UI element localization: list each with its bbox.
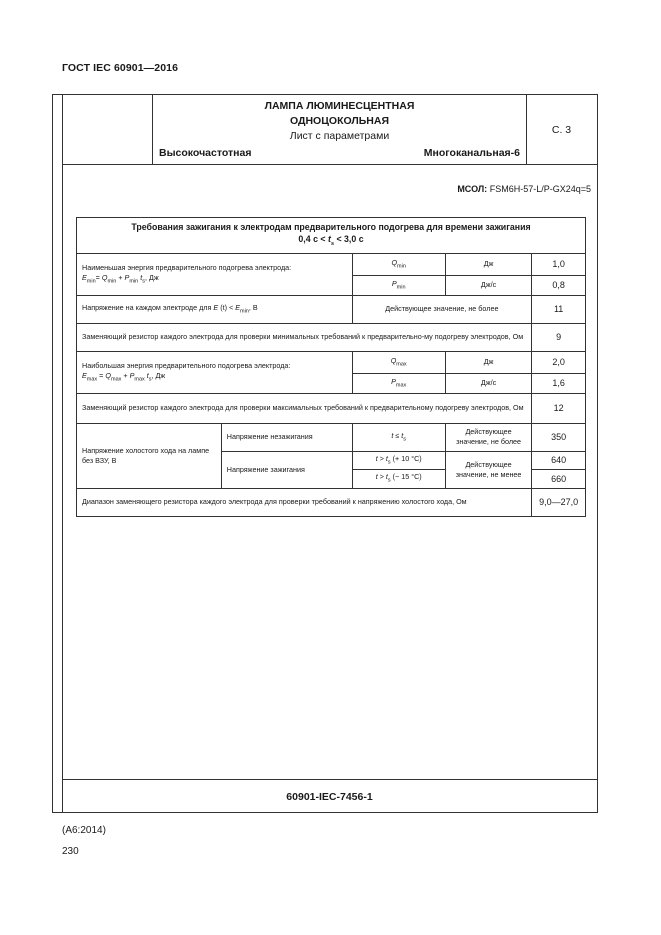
sym-p: P	[124, 272, 130, 282]
header-title-line1: ЛАМПА ЛЮМИНЕСЦЕНТНАЯ	[264, 100, 415, 112]
sym-q: Q	[390, 355, 397, 365]
max-energy-desc	[77, 351, 353, 393]
sym-p: P	[129, 370, 135, 380]
electrode-voltage-condition: Действующее значение, не более	[352, 295, 532, 323]
min-resistor-desc: Заменяющий резистор каждого электрода для проверки минимальных требований к предварительно-му подогреву электродов, Ом	[77, 323, 532, 351]
frame-inner-border	[62, 95, 63, 812]
sym-t: t	[138, 272, 143, 282]
sub: min	[129, 277, 139, 284]
max-resistor-value: 12	[532, 393, 586, 423]
sub: min	[396, 283, 406, 290]
header-page-cell	[525, 95, 598, 164]
sym-t: t	[391, 430, 394, 440]
header-page: С. 3	[551, 123, 572, 136]
amendment-ref: (A6:2014)	[62, 825, 106, 836]
header-type-left: Высокочастотная	[159, 147, 252, 159]
ignition-condition-warm	[352, 451, 445, 469]
min-q-value: 1,0	[532, 253, 586, 275]
unit: , Дж	[151, 370, 166, 380]
sym-q: Q	[391, 257, 398, 267]
ignition-label: Напряжение зажигания	[221, 451, 352, 488]
op: +	[121, 370, 130, 380]
min-energy-desc	[77, 253, 353, 295]
standard-title: ГОСТ IEC 60901—2016	[62, 62, 179, 74]
header-title-line2: ОДНОЦОКОЛЬНАЯ	[289, 115, 390, 127]
heading-range-start: 0,4 с <	[298, 234, 328, 244]
msol-value: FSM6H-57-L/P-GX24q=5	[489, 184, 591, 194]
sub: s	[148, 375, 152, 382]
temp: (− 15 °C)	[390, 472, 422, 482]
max-q-value: 2,0	[532, 351, 586, 373]
min-q-symbol	[352, 253, 445, 275]
non-ignition-limit: Действующее значение, не более	[445, 423, 531, 451]
ignition-value-warm: 640	[532, 451, 586, 469]
sym-t: (t)	[218, 302, 227, 312]
page-number: 230	[62, 846, 79, 857]
sym-q: Q	[101, 272, 108, 282]
sub: min	[397, 262, 406, 269]
min-resistor-value: 9	[532, 323, 586, 351]
heading-range-end: < 3,0 с	[334, 234, 364, 244]
table-heading	[77, 218, 586, 254]
sym-e: E	[213, 302, 219, 312]
sym-t: t > t	[375, 453, 388, 463]
max-energy-label: Наибольшая энергия предварительного подогрева электрода:	[82, 360, 291, 370]
sub: max	[395, 381, 407, 388]
sub: min	[107, 277, 117, 284]
min-p-unit: Дж/с	[445, 275, 531, 295]
non-ignition-condition	[352, 423, 445, 451]
table-row	[77, 488, 586, 516]
sub: max	[110, 375, 122, 382]
op: =	[95, 272, 102, 282]
table-row	[77, 393, 586, 423]
sym-p: P	[391, 278, 397, 288]
min-energy-label: Наименьшая энергия предварительного подогрева электрода:	[82, 262, 292, 272]
sub: max	[396, 360, 407, 367]
ignition-value-cold: 660	[532, 470, 586, 488]
heading-s-sub: s	[330, 240, 334, 247]
table-heading-line2	[81, 233, 581, 250]
sub: max	[86, 375, 98, 382]
unit: , Дж	[144, 272, 159, 282]
min-p-symbol	[352, 275, 445, 295]
sub: s	[403, 435, 407, 442]
resistor-range-value: 9,0—27,0	[532, 488, 586, 516]
msol-designation	[457, 184, 591, 194]
max-p-unit: Дж/с	[445, 373, 531, 393]
non-ignition-value: 350	[532, 423, 586, 451]
sym-p: P	[391, 376, 396, 386]
ignition-requirements-table	[76, 217, 586, 517]
table-row	[77, 253, 586, 275]
desc-text: Напряжение на каждом электроде для	[82, 302, 214, 312]
op: +	[116, 272, 125, 282]
ocv-desc: Напряжение холостого хода на лампе без ВЗУ, В	[77, 423, 222, 488]
min-q-unit: Дж	[445, 253, 531, 275]
min-energy-formula	[82, 273, 347, 286]
op: <	[226, 302, 236, 312]
max-q-unit: Дж	[445, 351, 531, 373]
heading-t-symbol: t	[328, 234, 331, 244]
table-row	[77, 323, 586, 351]
max-energy-formula	[82, 371, 347, 384]
sheet-header	[62, 95, 598, 165]
max-p-symbol	[352, 373, 445, 393]
electrode-voltage-value: 11	[532, 295, 586, 323]
msol-label: МСОЛ:	[457, 184, 488, 194]
footer-divider	[62, 779, 597, 780]
max-q-symbol	[352, 351, 445, 373]
sym-q: Q	[105, 370, 111, 380]
table-row	[77, 295, 586, 323]
min-p-value: 0,8	[532, 275, 586, 295]
sym-t: t	[144, 370, 149, 380]
table-heading-line1: Требования зажигания к электродам предварительного подогрева для времени зажигания	[131, 222, 531, 232]
ignition-limit: Действующее значение, не менее	[445, 451, 531, 488]
sym-e: E	[82, 370, 87, 380]
sub: min	[239, 307, 249, 314]
sub: s	[387, 459, 391, 466]
footer-code: 60901-IEC-7456-1	[286, 791, 373, 803]
max-p-value: 1,6	[532, 373, 586, 393]
sub: s	[142, 277, 145, 284]
max-resistor-desc: Заменяющий резистор каждого электрода для проверки максимальных требований к предварительному подогреву электродов, Ом	[77, 393, 532, 423]
sym-e: E	[82, 272, 87, 282]
header-type-right: Многоканальная-6	[423, 147, 520, 159]
table-row	[77, 351, 586, 373]
electrode-voltage-desc	[77, 295, 353, 323]
sub: s	[387, 477, 391, 484]
temp: (+ 10 °C)	[390, 453, 422, 463]
sym-e: E	[235, 302, 240, 312]
unit: , В	[248, 302, 258, 312]
non-ignition-label: Напряжение незажигания	[221, 423, 352, 451]
ignition-condition-cold	[352, 470, 445, 488]
table-row	[77, 423, 586, 451]
op: ≤	[393, 430, 402, 440]
sym-t: t > t	[375, 472, 388, 482]
header-subtitle: Лист с параметрами	[289, 130, 390, 142]
resistor-range-desc: Диапазон заменяющего резистора каждого электрода для проверки требований к напряжению холостого хода, Ом	[77, 488, 532, 516]
sub: max	[134, 375, 145, 382]
sym-t: t	[401, 430, 404, 440]
header-title-cell	[152, 95, 527, 164]
sub: min	[86, 277, 96, 284]
op: =	[97, 370, 106, 380]
table-row	[77, 218, 586, 254]
